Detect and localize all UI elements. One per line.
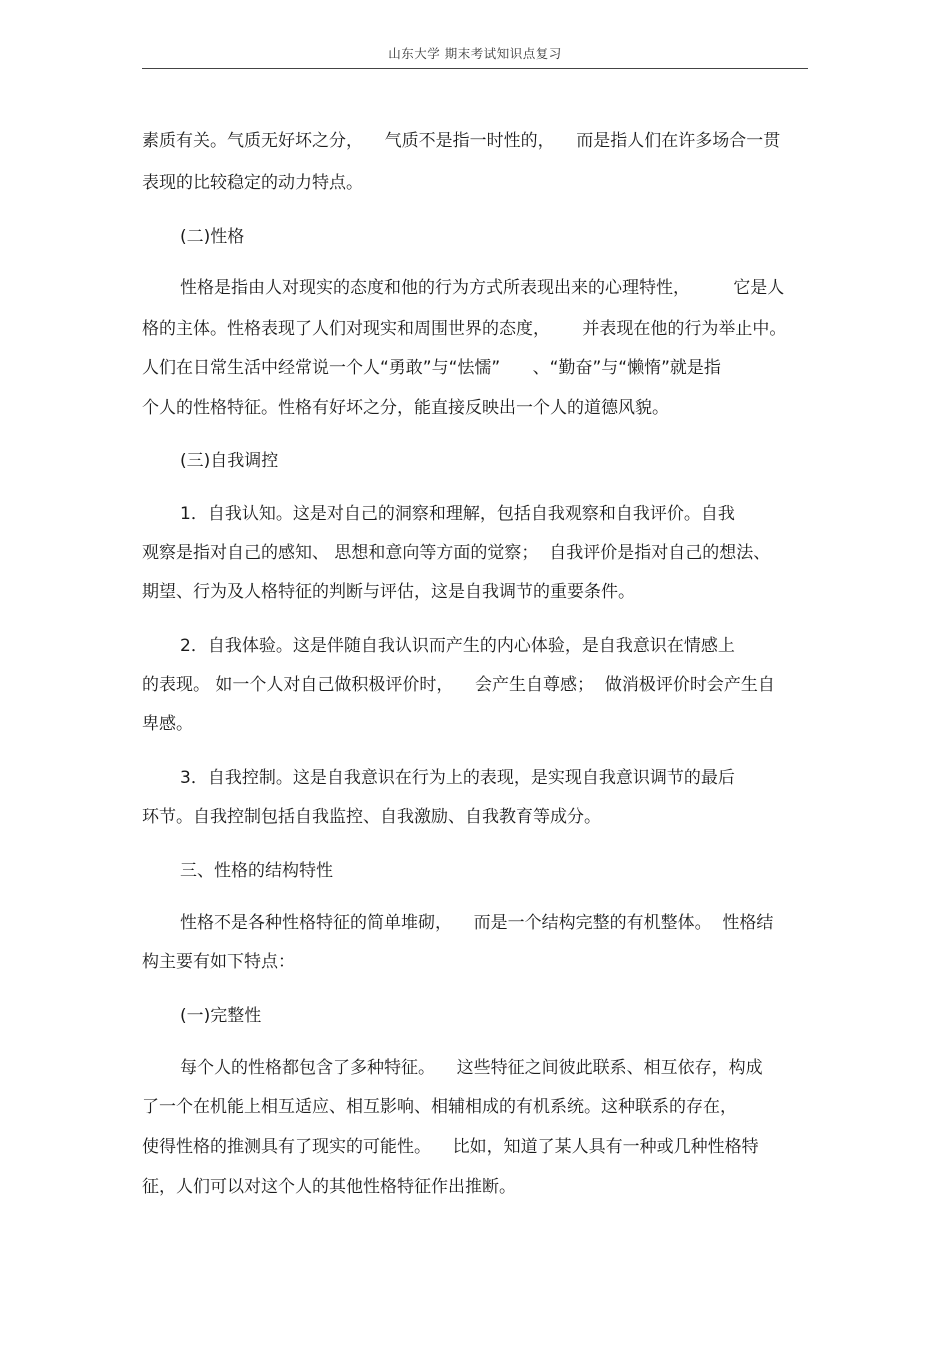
- text-line: 格的主体。性格表现了人们对现实和周围世界的态度， 并表现在他的行为举止中。: [142, 319, 787, 339]
- text-line: 性格是指由人对现实的态度和他的行为方式所表现出来的心理特性， 它是人: [180, 278, 785, 298]
- section-heading: (二)性格: [180, 227, 245, 247]
- section-heading: (三)自我调控: [180, 451, 279, 471]
- header-rule: [142, 68, 808, 69]
- section-heading: (一)完整性: [180, 1006, 262, 1026]
- text-line: 期望、行为及人格特征的判断与评估，这是自我调节的重要条件。: [142, 582, 635, 602]
- text-line: 3．自我控制。这是自我意识在行为上的表现，是实现自我意识调节的最后: [180, 768, 735, 788]
- text-line: 表现的比较稳定的动力特点。: [142, 173, 363, 193]
- text-line: 观察是指对自己的感知、 思想和意向等方面的觉察； 自我评价是指对自己的想法、: [142, 543, 771, 563]
- text-line: 1．自我认知。这是对自己的洞察和理解，包括自我观察和自我评价。自我: [180, 504, 735, 524]
- text-line: 征，人们可以对这个人的其他性格特征作出推断。: [142, 1177, 516, 1197]
- page-header: 山东大学 期末考试知识点复习: [388, 46, 562, 61]
- text-line: 卑感。: [142, 714, 193, 734]
- text-line: 构主要有如下特点：: [142, 952, 295, 972]
- text-line: 的表现。 如一个人对自己做积极评价时， 会产生自尊感； 做消极评价时会产生自: [142, 675, 775, 695]
- text-line: 使得性格的推测具有了现实的可能性。 比如，知道了某人具有一种或几种性格特: [142, 1137, 759, 1157]
- text-line: 素质有关。气质无好坏之分， 气质不是指一时性的， 而是指人们在许多场合一贯: [142, 131, 781, 151]
- text-line: 人们在日常生活中经常说一个人“勇敢”与“怯懦” 、“勤奋”与“懒惰”就是指: [142, 358, 721, 378]
- text-line: 2．自我体验。这是伴随自我认识而产生的内心体验，是自我意识在情感上: [180, 636, 735, 656]
- text-line: 环节。自我控制包括自我监控、自我激励、自我教育等成分。: [142, 807, 601, 827]
- text-line: 个人的性格特征。性格有好坏之分，能直接反映出一个人的道德风貌。: [142, 398, 669, 418]
- text-line: 了一个在机能上相互适应、相互影响、相辅相成的有机系统。这种联系的存在，: [142, 1097, 737, 1117]
- section-heading: 三、性格的结构特性: [180, 861, 333, 881]
- text-line: 性格不是各种性格特征的简单堆砌， 而是一个结构完整的有机整体。 性格结: [180, 913, 774, 933]
- text-line: 每个人的性格都包含了多种特征。 这些特征之间彼此联系、相互依存，构成: [180, 1058, 763, 1078]
